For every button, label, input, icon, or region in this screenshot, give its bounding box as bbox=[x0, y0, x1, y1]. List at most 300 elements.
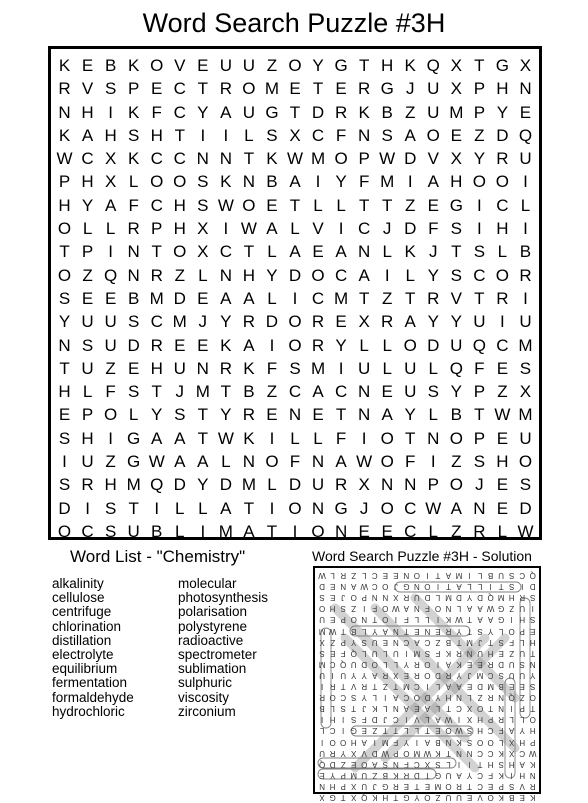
grid-letter: G bbox=[449, 195, 463, 215]
grid-letter: S bbox=[266, 125, 278, 145]
solution-grid-letter: J bbox=[467, 670, 472, 680]
grid-letter: K bbox=[243, 358, 255, 378]
grid-letter: C bbox=[173, 102, 186, 122]
solution-grid-letter: A bbox=[351, 582, 357, 592]
grid-letter: H bbox=[173, 195, 186, 215]
grid-letter: S bbox=[104, 521, 117, 541]
solution-grid-letter: Y bbox=[329, 770, 336, 780]
grid-letter: B bbox=[151, 521, 163, 541]
solution-grid-letter: N bbox=[424, 626, 431, 636]
solution-grid-letter: O bbox=[361, 759, 368, 769]
solution-grid-letter: H bbox=[508, 593, 515, 603]
grid-letter: O bbox=[403, 335, 417, 355]
grid-letter: A bbox=[104, 195, 117, 215]
solution-grid-letter: T bbox=[456, 637, 462, 647]
grid-letter: D bbox=[404, 149, 417, 169]
solution-grid-letter: A bbox=[361, 737, 367, 747]
grid-letter: A bbox=[220, 102, 232, 122]
grid-letter: U bbox=[81, 452, 94, 472]
solution-grid-letter: C bbox=[519, 571, 526, 581]
grid-letter: P bbox=[58, 172, 71, 192]
grid-letter: V bbox=[427, 149, 439, 169]
grid-letter: D bbox=[288, 475, 302, 495]
solution-grid-letter: P bbox=[361, 593, 367, 603]
grid-letter: O bbox=[449, 428, 463, 448]
solution-grid-letter: E bbox=[414, 626, 420, 636]
grid-letter: W bbox=[286, 149, 304, 169]
grid-letter: Q bbox=[57, 521, 72, 541]
grid-letter: I bbox=[523, 288, 528, 308]
solution-grid-letter: O bbox=[476, 737, 484, 747]
grid-letter: Z bbox=[266, 56, 278, 75]
grid-letter: V bbox=[312, 219, 324, 239]
solution-grid-letter: D bbox=[529, 582, 536, 592]
grid-letter: T bbox=[220, 382, 232, 402]
grid-letter: K bbox=[243, 428, 255, 448]
grid-letter: M bbox=[264, 79, 280, 99]
solution-grid-letter: Q bbox=[350, 648, 357, 658]
solution-grid-letter: L bbox=[435, 682, 441, 692]
grid-letter: I bbox=[477, 219, 482, 239]
grid-letter: Q bbox=[472, 335, 486, 355]
grid-letter: Z bbox=[405, 195, 416, 215]
grid-letter: S bbox=[104, 79, 117, 99]
grid-letter: L bbox=[497, 242, 508, 262]
grid-letter: S bbox=[473, 242, 486, 262]
grid-letter: J bbox=[198, 312, 208, 332]
solution-grid-letter: H bbox=[529, 726, 536, 736]
grid-letter: I bbox=[407, 172, 413, 192]
grid-letter: R bbox=[58, 79, 71, 99]
grid-letter: R bbox=[427, 288, 440, 308]
solution-grid-letter: I bbox=[342, 726, 345, 736]
solution-grid-letter: J bbox=[478, 637, 483, 647]
solution-grid-letter: F bbox=[372, 604, 378, 614]
solution-grid-letter: H bbox=[477, 715, 483, 725]
solution-grid-letter: E bbox=[435, 726, 441, 736]
grid-letter: L bbox=[428, 358, 438, 378]
solution-grid-letter: N bbox=[456, 748, 462, 758]
grid-letter: I bbox=[108, 102, 113, 122]
solution-grid-letter: E bbox=[466, 659, 473, 669]
solution-grid-letter: T bbox=[467, 626, 472, 636]
solution-grid-letter: H bbox=[329, 781, 336, 791]
grid-letter: M bbox=[449, 102, 464, 122]
solution-grid-letter: A bbox=[477, 615, 483, 625]
grid-letter: Z bbox=[405, 102, 416, 122]
grid-letter: U bbox=[427, 102, 440, 122]
solution-grid-letter: E bbox=[403, 670, 410, 680]
solution-grid-letter: Y bbox=[414, 792, 420, 802]
grid-letter: T bbox=[335, 405, 347, 425]
solution-grid-letter: X bbox=[351, 792, 357, 802]
grid-letter: B bbox=[127, 288, 140, 308]
solution-grid-letter: M bbox=[487, 682, 494, 692]
solution-grid-letter: H bbox=[445, 693, 452, 703]
solution-grid-letter: U bbox=[319, 670, 325, 680]
solution-grid-letter: M bbox=[445, 593, 452, 603]
grid-letter: E bbox=[81, 56, 94, 75]
grid-letter: O bbox=[495, 172, 510, 192]
grid-letter: O bbox=[449, 475, 463, 495]
grid-letter: L bbox=[267, 475, 277, 495]
grid-letter: A bbox=[243, 335, 255, 355]
grid-letter: C bbox=[81, 149, 94, 169]
grid-letter: Q bbox=[518, 125, 533, 145]
solution-grid-letter: I bbox=[436, 582, 440, 592]
solution-grid-letter: I bbox=[510, 770, 513, 780]
grid-letter: G bbox=[127, 428, 141, 448]
grid-letter: W bbox=[379, 149, 396, 169]
solution-grid-letter: C bbox=[487, 748, 494, 758]
grid-letter: D bbox=[311, 102, 325, 122]
grid-row bbox=[53, 170, 537, 193]
grid-letter: N bbox=[58, 102, 71, 122]
grid-letter: I bbox=[384, 265, 390, 285]
solution-grid-letter: E bbox=[329, 648, 336, 658]
solution-grid-letter: X bbox=[319, 792, 325, 802]
grid-letter: E bbox=[381, 521, 393, 541]
grid-letter: T bbox=[405, 428, 416, 448]
solution-grid-letter: U bbox=[319, 748, 325, 758]
solution-grid-letter: A bbox=[456, 682, 462, 692]
solution-grid-letter: L bbox=[446, 759, 451, 769]
solution-grid-letter: S bbox=[509, 582, 515, 592]
grid-letter: T bbox=[358, 56, 370, 75]
solution-grid-letter: L bbox=[519, 637, 525, 647]
solution-grid-letter: H bbox=[519, 615, 526, 625]
solution-grid-letter: N bbox=[445, 737, 452, 747]
solution-grid-letter: L bbox=[477, 582, 483, 592]
grid-letter: L bbox=[82, 219, 93, 239]
grid-letter: U bbox=[473, 312, 486, 332]
solution-grid-letter: F bbox=[435, 648, 441, 658]
solution-grid-letter: D bbox=[477, 593, 483, 603]
solution-grid-letter: E bbox=[319, 770, 325, 780]
grid-letter: Y bbox=[450, 312, 462, 332]
solution-grid-letter: R bbox=[519, 593, 526, 603]
word-list-item: electrolyte bbox=[52, 647, 114, 663]
grid-letter: P bbox=[473, 102, 486, 122]
grid-letter: D bbox=[519, 498, 532, 518]
grid-letter: A bbox=[289, 172, 301, 192]
grid-letter: D bbox=[173, 288, 186, 308]
solution-grid-letter: E bbox=[393, 571, 399, 581]
solution-grid-letter: L bbox=[372, 693, 377, 703]
solution-grid-letter: I bbox=[373, 737, 376, 747]
grid-letter: Z bbox=[474, 125, 485, 145]
grid-letter: V bbox=[174, 56, 186, 75]
solution-grid bbox=[313, 566, 541, 802]
solution-grid-letter: W bbox=[360, 582, 369, 592]
solution-grid-letter: N bbox=[392, 759, 399, 769]
solution-grid-letter: I bbox=[468, 571, 471, 581]
solution-grid-letter: A bbox=[445, 571, 452, 581]
grid-letter: S bbox=[473, 452, 486, 472]
grid-letter: D bbox=[219, 475, 232, 495]
grid-letter: B bbox=[243, 382, 255, 402]
solution-grid-letter: I bbox=[394, 615, 397, 625]
grid-letter: M bbox=[241, 475, 256, 495]
solution-grid-letter: O bbox=[319, 604, 326, 614]
solution-grid-letter: O bbox=[350, 593, 357, 603]
solution-grid-letter: D bbox=[498, 659, 505, 669]
solution-grid-letter: D bbox=[414, 770, 420, 780]
solution-grid-letter: J bbox=[383, 715, 388, 725]
grid-letter: P bbox=[427, 475, 439, 495]
grid-letter: O bbox=[242, 195, 256, 215]
grid-letter: B bbox=[450, 405, 462, 425]
grid-letter: N bbox=[127, 242, 140, 262]
grid-letter: A bbox=[243, 288, 255, 308]
solution-grid-letter: G bbox=[329, 792, 336, 802]
grid-letter: T bbox=[474, 405, 485, 425]
solution-grid-letter: S bbox=[319, 648, 325, 658]
solution-grid-letter: Z bbox=[351, 604, 357, 614]
grid-letter: C bbox=[219, 242, 232, 262]
solution-grid-letter: V bbox=[519, 781, 525, 791]
grid-letter: T bbox=[381, 195, 393, 215]
grid-letter: E bbox=[496, 428, 509, 448]
grid-letter: M bbox=[310, 149, 326, 169]
solution-grid-letter: T bbox=[351, 704, 357, 714]
solution-grid-letter: X bbox=[393, 670, 399, 680]
solution-grid-letter: L bbox=[498, 626, 504, 636]
solution-grid-letter: D bbox=[456, 593, 462, 603]
grid-letter: Y bbox=[312, 56, 324, 75]
solution-grid-letter: O bbox=[329, 737, 336, 747]
solution-grid-letter: T bbox=[372, 615, 378, 625]
solution-grid-letter: X bbox=[466, 715, 473, 725]
grid-letter: O bbox=[426, 125, 440, 145]
solution-grid-letter: L bbox=[435, 593, 441, 603]
word-list-title: Word List - "Chemistry" bbox=[70, 547, 246, 566]
solution-grid-letter: I bbox=[457, 715, 461, 725]
grid-letter: E bbox=[312, 405, 324, 425]
solution-grid-letter: O bbox=[340, 737, 347, 747]
grid-letter: A bbox=[404, 125, 416, 145]
solution-grid-letter: F bbox=[498, 726, 504, 736]
grid-letter: T bbox=[289, 102, 301, 122]
solution-grid-letter: E bbox=[466, 682, 473, 692]
solution-grid-letter: Z bbox=[477, 693, 483, 703]
grid-letter: I bbox=[269, 498, 275, 518]
grid-letter: U bbox=[311, 475, 325, 495]
grid-letter: N bbox=[242, 452, 256, 472]
grid-letter: Z bbox=[451, 452, 462, 472]
grid-letter: H bbox=[150, 125, 163, 145]
solution-grid-letter: C bbox=[424, 637, 431, 647]
grid-letter: T bbox=[451, 242, 462, 262]
grid-letter: A bbox=[220, 498, 232, 518]
solution-grid-letter: Z bbox=[382, 682, 388, 692]
grid-letter: D bbox=[288, 265, 302, 285]
grid-letter: G bbox=[265, 102, 279, 122]
grid-letter: Y bbox=[81, 195, 94, 215]
grid-letter: M bbox=[172, 312, 187, 332]
solution-grid-letter: Z bbox=[351, 571, 357, 581]
solution-grid-letter: W bbox=[528, 748, 537, 758]
solution-grid-letter: E bbox=[435, 626, 441, 636]
grid-letter: M bbox=[195, 382, 210, 402]
solution-grid-letter: S bbox=[424, 648, 431, 658]
grid-letter: A bbox=[450, 498, 462, 518]
solution-grid-letter: K bbox=[530, 792, 536, 802]
solution-grid-letter: L bbox=[498, 737, 504, 747]
solution-grid-letter: T bbox=[446, 704, 451, 714]
grid-letter: L bbox=[290, 219, 300, 239]
grid-letter: H bbox=[496, 219, 509, 239]
solution-grid-letter: F bbox=[393, 737, 399, 747]
grid-letter: D bbox=[265, 312, 279, 332]
solution-grid-letter: T bbox=[424, 726, 430, 736]
grid-letter: R bbox=[127, 219, 140, 239]
solution-grid-letter: I bbox=[363, 604, 366, 614]
solution-grid-letter: E bbox=[329, 615, 336, 625]
solution-grid-letter: X bbox=[393, 593, 399, 603]
grid-letter: K bbox=[404, 242, 416, 262]
grid-letter: T bbox=[474, 288, 485, 308]
solution-grid-letter: I bbox=[489, 582, 492, 592]
grid-letter: K bbox=[58, 56, 71, 75]
grid-letter: Y bbox=[197, 475, 209, 495]
grid-letter: A bbox=[81, 125, 94, 145]
grid-letter: R bbox=[334, 475, 348, 495]
grid-letter: W bbox=[240, 219, 257, 239]
solution-grid-letter: Y bbox=[403, 659, 410, 669]
solution-grid-letter: P bbox=[340, 615, 346, 625]
grid-letter: C bbox=[404, 498, 417, 518]
grid-letter: Y bbox=[151, 405, 163, 425]
grid-letter: E bbox=[197, 288, 209, 308]
solution-grid-letter: C bbox=[371, 571, 378, 581]
solution-grid-letter: O bbox=[529, 693, 536, 703]
solution-grid-letter: Z bbox=[340, 759, 346, 769]
solution-grid-letter: O bbox=[529, 715, 536, 725]
solution-grid-letter: P bbox=[340, 781, 346, 791]
solution-grid-letter: R bbox=[487, 659, 494, 669]
grid-letter: I bbox=[200, 125, 206, 145]
solution-grid-letter: Y bbox=[361, 670, 367, 680]
solution-grid-letter: U bbox=[350, 659, 357, 669]
grid-letter: O bbox=[311, 521, 325, 541]
solution-grid-letter: L bbox=[362, 626, 367, 636]
solution-grid-letter: B bbox=[319, 704, 325, 714]
grid-row bbox=[53, 101, 537, 124]
grid-letter: N bbox=[519, 79, 532, 99]
solution-grid-letter: Q bbox=[319, 759, 326, 769]
solution-grid-letter: T bbox=[393, 682, 399, 692]
grid-letter: O bbox=[311, 265, 325, 285]
grid-row bbox=[53, 287, 537, 310]
solution-grid-letter: R bbox=[487, 693, 494, 703]
solution-grid-letter: W bbox=[392, 604, 400, 614]
grid-letter: C bbox=[357, 219, 371, 239]
grid-letter: N bbox=[311, 498, 325, 518]
grid-letter: O bbox=[288, 56, 302, 75]
solution-grid-letter: F bbox=[488, 770, 494, 780]
grid-letter: X bbox=[519, 56, 532, 75]
solution-grid-letter: M bbox=[455, 571, 463, 581]
solution-grid-letter: E bbox=[351, 759, 357, 769]
solution-grid-letter: T bbox=[382, 726, 388, 736]
grid-letter: A bbox=[335, 452, 347, 472]
grid-letter: U bbox=[519, 149, 532, 169]
solution-grid-letter: P bbox=[530, 737, 536, 747]
solution-grid-letter: U bbox=[340, 670, 347, 680]
solution-grid-letter: E bbox=[414, 704, 420, 714]
solution-grid-letter: A bbox=[424, 737, 431, 747]
solution-grid-letter: U bbox=[371, 637, 378, 647]
solution-grid-letter: R bbox=[445, 626, 452, 636]
grid-letter: S bbox=[58, 475, 71, 495]
solution-grid-letter: S bbox=[477, 626, 483, 636]
grid-letter: N bbox=[311, 452, 325, 472]
solution-grid-letter: T bbox=[435, 571, 441, 581]
solution-grid-letter: W bbox=[486, 604, 495, 614]
solution-grid-letter: U bbox=[319, 615, 325, 625]
grid-letter: W bbox=[517, 521, 534, 541]
grid-letter: Z bbox=[105, 452, 116, 472]
word-list-item: radioactive bbox=[178, 632, 244, 648]
solution-grid-letter: B bbox=[498, 682, 504, 692]
solution-grid-letter: A bbox=[466, 604, 473, 614]
solution-grid-letter: W bbox=[381, 748, 390, 758]
solution-grid-letter: U bbox=[445, 770, 452, 780]
grid-row bbox=[53, 403, 537, 426]
grid-letter: U bbox=[404, 382, 417, 402]
grid-letter: A bbox=[220, 288, 232, 308]
solution-grid-letter: X bbox=[466, 704, 473, 714]
grid-letter: A bbox=[404, 312, 416, 332]
grid-letter: E bbox=[450, 125, 462, 145]
grid-row bbox=[53, 427, 537, 450]
grid-row bbox=[53, 450, 537, 473]
grid-letter: J bbox=[359, 498, 369, 518]
solution-grid-letter: R bbox=[403, 770, 410, 780]
solution-grid-letter: L bbox=[330, 704, 335, 714]
solution-grid-letter: L bbox=[425, 715, 430, 725]
grid-letter: P bbox=[81, 405, 94, 425]
grid-letter: L bbox=[405, 265, 415, 285]
solution-grid-letter: X bbox=[424, 759, 431, 769]
solution-grid-letter: Q bbox=[529, 571, 536, 581]
grid-letter: I bbox=[223, 125, 229, 145]
grid-letter: H bbox=[81, 428, 94, 448]
solution-grid-letter: R bbox=[456, 781, 462, 791]
solution-grid-letter: O bbox=[329, 693, 336, 703]
solution-grid-letter: C bbox=[329, 659, 336, 669]
grid-letter: S bbox=[427, 382, 439, 402]
solution-grid-letter: W bbox=[423, 748, 432, 758]
solution-grid-letter: R bbox=[340, 571, 347, 581]
solution-grid-letter: E bbox=[382, 571, 388, 581]
solution-grid-letter: I bbox=[510, 615, 513, 625]
solution-grid-letter: O bbox=[403, 748, 410, 758]
word-list-column-2 bbox=[178, 577, 268, 719]
solution-grid-letter: I bbox=[331, 670, 334, 680]
grid-letter: T bbox=[358, 288, 370, 308]
solution-grid-letter: N bbox=[392, 637, 399, 647]
solution-grid-letter: Y bbox=[372, 626, 378, 636]
grid-letter: P bbox=[358, 149, 370, 169]
solution-grid-letter: A bbox=[435, 715, 441, 725]
grid-letter: T bbox=[266, 521, 278, 541]
solution-grid-letter: Y bbox=[519, 726, 525, 736]
grid-letter: W bbox=[494, 405, 511, 425]
solution-grid-letter: B bbox=[382, 770, 388, 780]
grid-letter: E bbox=[197, 56, 209, 75]
